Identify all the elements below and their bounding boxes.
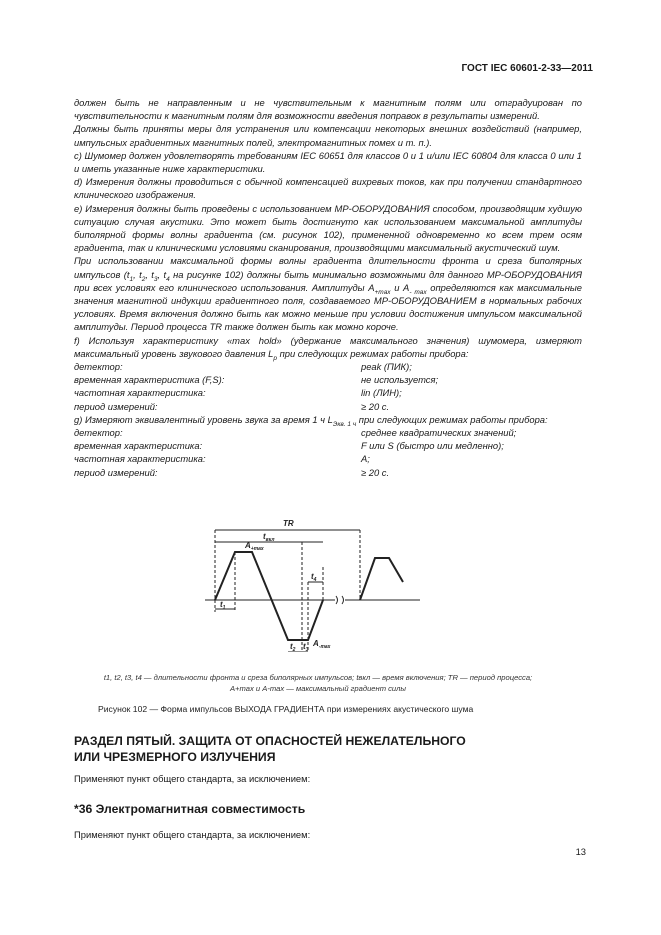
settings-g: [74, 426, 582, 479]
setting-key: частотная характеристика:: [74, 453, 206, 465]
label-t1: $t_1$: [220, 600, 226, 611]
label-tr: TR: [283, 519, 294, 528]
page-number: 13: [575, 846, 586, 857]
clause-heading: *36 Электромагнитная совместимость: [74, 802, 306, 816]
sub: p: [273, 354, 278, 362]
setting-row: [74, 452, 582, 465]
setting-value: ≥ 20 с.: [361, 466, 390, 478]
paragraph-g: [74, 413, 582, 426]
paragraph: должен быть не направленным и не чувствительным к магнитным полям или отградуирован по чувствительности к магнитным полям для возможности введения поправок в результаты измерений.: [74, 97, 582, 122]
gradient-waveform-figure: [205, 512, 425, 652]
text: , t: [133, 268, 142, 280]
label-ton: $t_{вкл}$: [263, 532, 275, 543]
setting-value: lin (ЛИН);: [361, 387, 402, 399]
break-mark: [336, 596, 344, 604]
setting-row: [74, 426, 582, 439]
setting-key: частотная характеристика:: [74, 387, 206, 399]
text: и A: [390, 281, 410, 293]
label-t3: $t_3$: [303, 642, 309, 652]
waveform-repeat: [360, 558, 403, 600]
text: , t: [157, 268, 167, 280]
setting-row: [74, 386, 582, 399]
section-title-line: РАЗДЕЛ ПЯТЫЙ. ЗАЩИТА ОТ ОПАСНОСТЕЙ НЕЖЕЛАТЕЛЬНОГО: [74, 734, 466, 748]
sub: 4: [166, 275, 170, 283]
text: , t: [145, 268, 154, 280]
setting-key: период измерений:: [74, 400, 158, 412]
paragraph-f: [74, 334, 582, 360]
setting-value: peak (ПИК);: [361, 361, 412, 373]
setting-key: детектор:: [74, 361, 123, 373]
legend-line: t1, t2, t3, t4 — длительности фронта и среза биполярных импульсов; tвкл — время включения; TR — период процесса;: [103, 673, 533, 682]
setting-value: A;: [361, 453, 370, 465]
text: на рисунке 102) должны быть минимально возможными для данного МР-ОБОРУДОВАНИЯ при всех условиях его клинического использования. Амплитуды A: [74, 268, 582, 293]
apply-text: Применяют пункт общего стандарта, за исключением:: [74, 773, 311, 784]
section-title-line: ИЛИ ЧРЕЗМЕРНОГО ИЗЛУЧЕНИЯ: [74, 750, 276, 764]
body-text: [74, 96, 582, 479]
document-header: ГОСТ IEC 60601-2-33—2011: [461, 63, 593, 74]
setting-key: детектор:: [74, 427, 123, 439]
paragraph: [74, 122, 582, 148]
setting-row: [74, 466, 582, 479]
label-t4: $t_4$: [311, 572, 317, 583]
setting-row: [74, 439, 582, 452]
setting-row: [74, 360, 582, 373]
sub: 3: [153, 275, 158, 283]
figure-caption: Рисунок 102 — Форма импульсов ВЫХОДА ГРАДИЕНТА при измерениях акустического шума: [98, 704, 474, 714]
setting-key: период измерений:: [74, 466, 158, 478]
paragraph-text: Должны быть приняты меры для устранения или компенсации некоторых внешних воздействий (например, импульсных градиентных магнитных полей, электромагнитных помех и т. п.).: [74, 123, 582, 148]
setting-key: временная характеристика (F,S):: [74, 374, 225, 386]
text: определяются как максимальные значения магнитной индукции градиентного поля, создаваемого МР-ОБОРУДОВАНИЕМ в нормальных рабочих условиях. Время включения должно быть как можно меньше при условии достижения импульсом максимальной амплитуды. Период процесса TR также должен быть как можно короче.: [74, 281, 583, 333]
setting-value: среднее квадратических значений;: [361, 427, 517, 439]
section-title: [74, 733, 574, 765]
waveform-main: [215, 552, 323, 640]
setting-row: [74, 400, 582, 413]
text: при следующих режимах работы прибора:: [277, 347, 469, 359]
sub: - max: [409, 288, 427, 296]
text: При использовании максимальной формы волны градиента длительности фронта и среза биполярных импульсов (t: [74, 255, 582, 280]
settings-f: [74, 360, 582, 413]
setting-value: не используется;: [361, 374, 439, 386]
setting-value: F или S (быстро или медленно);: [361, 440, 504, 452]
sub: 2: [141, 275, 146, 283]
setting-key: временная характеристика:: [74, 440, 203, 452]
setting-value: ≥ 20 с.: [361, 400, 390, 412]
paragraph-c: с) Шумомер должен удовлетворять требованиям IEC 60651 для классов 0 и 1 и/или IEC 60804 для класса 0 или 1 и иметь указанные ниже характеристики.: [74, 149, 582, 175]
label-aplus: $A_{+max}$: [245, 541, 264, 552]
setting-row: [74, 373, 582, 386]
sub: 1: [129, 275, 134, 283]
text: f) Используя характеристику «max hold» (удержание максимального значения) шумомера, измеряют максимальный уровень звукового давления L: [74, 334, 582, 359]
figure-legend: [68, 672, 568, 694]
sub: +max: [374, 288, 391, 296]
paragraph-d: d) Измерения должны проводиться с обычной компенсацией вихревых токов, как при получении стандартного клинического изображения.: [74, 176, 582, 201]
text: при следующих режимах работы прибора:: [356, 413, 548, 425]
label-t2: $t_2$: [290, 642, 296, 652]
paragraph-e: е) Измерения должны быть проведены с использованием МР-ОБОРУДОВАНИЯ способом, производящим худшую ситуацию случая акустики. Это может быть достигнуто как использованием максимальной амплитуды биполярной формы волны градиента (см. рисунок 102), примененной одновременно ко всем трем осям градиента, так и клиническими условиями сканирования, производящими максимальный акустический шум.: [74, 202, 582, 254]
label-aminus: $A_{-max}$: [313, 639, 331, 650]
legend-line: A+max и A-max — максимальный градиент силы: [229, 684, 407, 693]
sub: Экв. 1 ч: [332, 420, 357, 428]
paragraph-waveform: [74, 254, 582, 333]
apply-text: Применяют пункт общего стандарта, за исключением:: [74, 829, 311, 840]
text: g) Измеряют эквивалентный уровень звука за время 1 ч L: [74, 413, 333, 425]
